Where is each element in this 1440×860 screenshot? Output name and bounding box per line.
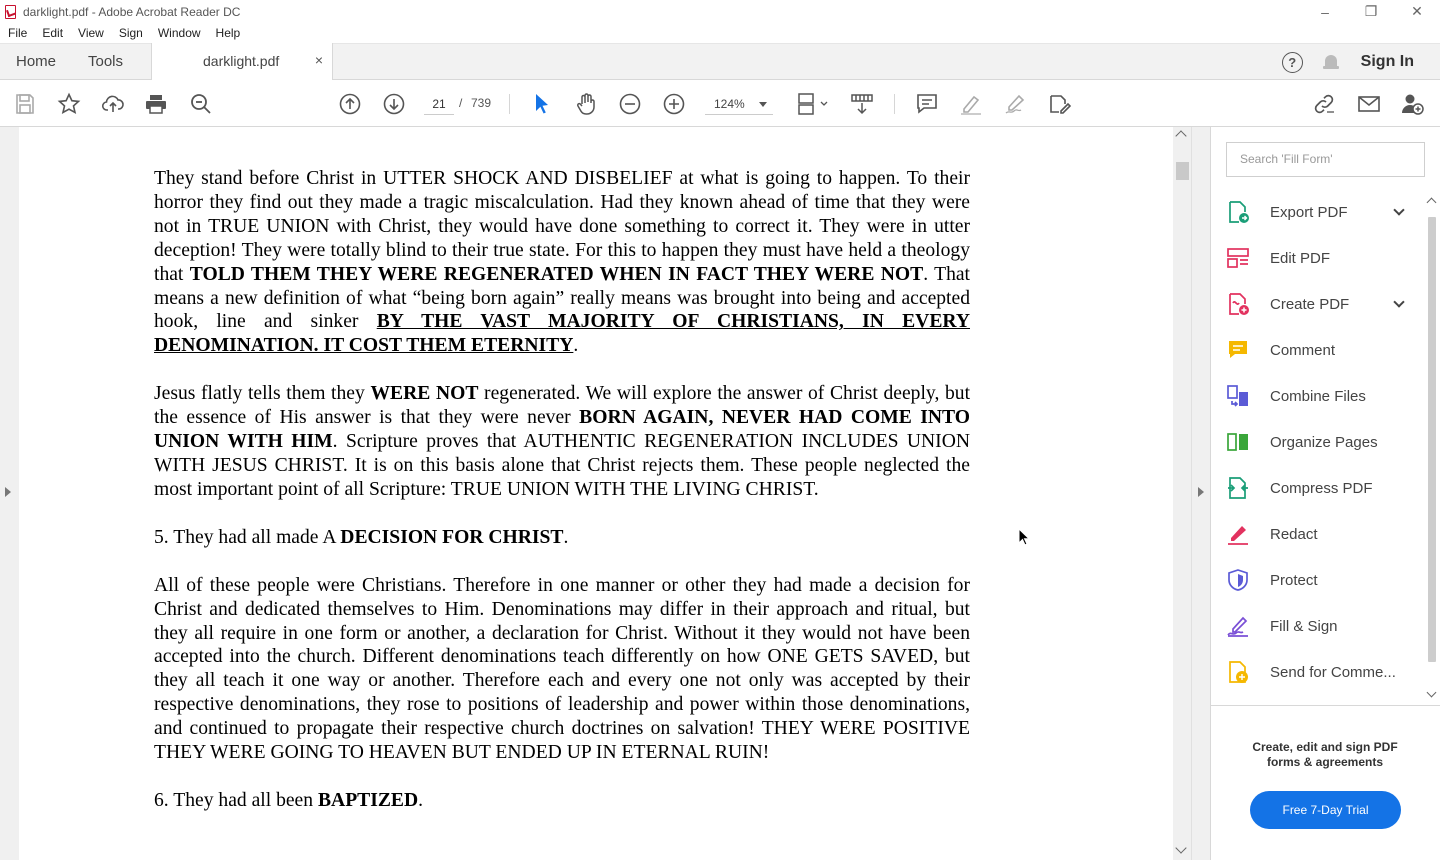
current-page-input[interactable]: 21 xyxy=(424,93,454,115)
tool-redact[interactable] xyxy=(1225,519,1415,549)
main-toolbar xyxy=(0,80,1440,127)
tools-pane-scrollbar[interactable] xyxy=(1424,187,1440,707)
tab-document-label: darklight.pdf xyxy=(203,53,280,69)
pdf-page xyxy=(19,127,1173,860)
tool-create-pdf[interactable] xyxy=(1225,289,1415,319)
restore-button[interactable]: ❐ xyxy=(1364,3,1378,19)
document-paragraph xyxy=(154,382,970,502)
zoom-in-icon[interactable] xyxy=(661,91,687,117)
scrollbar-thumb[interactable] xyxy=(1428,217,1436,662)
document-workspace xyxy=(0,127,1210,860)
total-pages: 739 xyxy=(471,96,492,110)
organize-pages-icon xyxy=(1225,429,1251,455)
document-text xyxy=(154,167,970,837)
chevron-down-icon xyxy=(759,102,767,107)
document-paragraph xyxy=(154,526,970,550)
paragraph-text: . xyxy=(563,526,569,548)
edit-share-icon[interactable] xyxy=(1046,91,1072,117)
tool-protect[interactable] xyxy=(1225,565,1415,595)
menu-file[interactable]: File xyxy=(8,26,28,40)
paragraph-text: 6. They had all been xyxy=(154,789,318,811)
emphasized-text: BY THE VAST MAJORITY OF CHRISTIANS, IN EVERY DENOMINATION. IT COST THEM ETERNITY xyxy=(154,311,970,357)
emphasized-text: BAPTIZED xyxy=(317,789,419,811)
tool-label: Comment xyxy=(1270,341,1336,359)
close-window-button[interactable]: ✕ xyxy=(1411,3,1423,19)
paragraph-text: They stand before Christ in UTTER SHOCK AND DISBELIEF at what is going to happen. To their horror they find out they made a tragic miscalculation. Had they known ahead of time that they were not in TRUE UNION with Christ, they would have done something to correct it. They were in utter deception! They were totally blind to their true state. For this to happen they must have held a theology that xyxy=(154,168,970,285)
document-paragraph xyxy=(154,789,970,813)
notification-bell-icon[interactable] xyxy=(1323,54,1339,71)
paragraph-text: . Scripture proves that AUTHENTIC REGENERATION INCLUDES UNION WITH JESUS CHRIST. It is on this basis alone that Christ rejects them. These people neglected the most important point of all Scripture: TRUE UNION WITH THE LIVING CHRIST. xyxy=(154,431,970,500)
tool-compress-pdf[interactable] xyxy=(1225,473,1415,503)
free-trial-button[interactable]: Free 7-Day Trial xyxy=(1250,791,1401,829)
scroll-down-icon[interactable] xyxy=(1175,842,1186,853)
tool-label: Redact xyxy=(1270,525,1318,543)
menu-help[interactable]: Help xyxy=(215,26,241,40)
export-pdf-icon xyxy=(1225,199,1251,225)
scrollbar-thumb[interactable] xyxy=(1176,162,1189,180)
paragraph-text: regenerated. We will explore the answer of Christ deeply, but the essence of His answer is that they were never xyxy=(154,383,971,429)
paragraph-text: . xyxy=(573,335,579,357)
comment-toolbar-icon[interactable] xyxy=(914,91,940,117)
paragraph-text: All of these people were Christians. Therefore in one manner or other they had made a decision for Christ and dedicated themselves to Him. Denominations may differ in their approach and ritual, but they all require in one form or another, a declaration for Christ. Without it they would not have been accepted into the church. Different denominations teach differently on how ONE GETS SAVED, but they all teach it one way or another. Therefore each and every one not only was accepted by their respective denominations, they rose to positions of leadership and power within those denominations, and continued to propagate their respective church doctrines on salvation! THEY WERE POSITIVE THEY WERE GOING TO HEAVEN BUT ENDED UP IN ETERNAL RUIN! xyxy=(154,574,970,764)
paragraph-text: 5. They had all made A xyxy=(154,526,341,548)
menu-view[interactable]: View xyxy=(78,26,104,40)
tab-document[interactable] xyxy=(151,43,333,80)
email-icon[interactable] xyxy=(1356,91,1382,117)
tools-pane xyxy=(1210,127,1440,860)
tools-search-input[interactable]: Search 'Fill Form' xyxy=(1226,142,1425,177)
create-pdf-icon xyxy=(1225,291,1251,317)
collapse-pane-icon xyxy=(1198,487,1204,497)
promo-text xyxy=(1231,740,1419,770)
tool-export-pdf[interactable] xyxy=(1225,197,1415,227)
tool-label: Fill & Sign xyxy=(1270,617,1338,635)
right-pane-toggle[interactable] xyxy=(1191,127,1210,860)
tool-label: Compress PDF xyxy=(1270,479,1373,497)
tool-organize-pages[interactable] xyxy=(1225,427,1415,457)
acrobat-app-icon xyxy=(5,5,16,19)
paragraph-text: Jesus flatly tells them they xyxy=(154,383,371,405)
tool-label: Organize Pages xyxy=(1270,433,1378,451)
fill-sign-icon xyxy=(1225,613,1251,639)
sign-in-button[interactable]: Sign In xyxy=(1360,53,1414,70)
redact-icon xyxy=(1225,521,1251,547)
add-user-icon[interactable] xyxy=(1399,91,1425,117)
tool-label: Export PDF xyxy=(1270,203,1348,221)
close-tab-icon[interactable]: × xyxy=(314,52,323,68)
bookmark-star-icon[interactable] xyxy=(56,91,82,117)
tab-tools[interactable]: Tools xyxy=(88,53,124,70)
zoom-search-icon[interactable] xyxy=(188,91,214,117)
emphasized-text: BORN AGAIN, NEVER HAD COME INTO UNION WITH HIM xyxy=(154,407,970,453)
title-bar xyxy=(0,0,1440,23)
tool-label: Combine Files xyxy=(1270,387,1366,405)
scroll-down-icon[interactable] xyxy=(1427,688,1437,698)
upload-cloud-icon[interactable] xyxy=(100,91,126,117)
minimize-button[interactable]: – xyxy=(1321,3,1329,20)
tool-send-for-comment[interactable] xyxy=(1225,657,1415,687)
tool-fill-sign[interactable] xyxy=(1225,611,1415,641)
window-controls xyxy=(1302,0,1440,23)
highlight-pen-icon[interactable] xyxy=(958,91,984,117)
send-for-comment-icon xyxy=(1225,659,1251,685)
tool-comment[interactable] xyxy=(1225,335,1415,365)
hand-tool-icon[interactable] xyxy=(573,91,599,117)
emphasized-text: WERE NOT xyxy=(370,383,479,405)
document-paragraph xyxy=(154,574,970,765)
toolbar-divider xyxy=(509,94,510,114)
scroll-up-icon[interactable] xyxy=(1175,130,1186,141)
left-pane-expand-icon[interactable] xyxy=(5,487,11,497)
toolbar-divider xyxy=(894,94,895,114)
header-actions xyxy=(1282,44,1440,80)
promo-line-2: forms & agreements xyxy=(1266,755,1384,769)
menu-window[interactable]: Window xyxy=(157,26,201,40)
chevron-down-icon[interactable] xyxy=(1393,296,1404,307)
tool-label: Protect xyxy=(1270,571,1318,589)
tab-home[interactable]: Home xyxy=(16,53,57,70)
tab-bar xyxy=(0,43,1440,80)
tool-edit-pdf[interactable] xyxy=(1225,243,1415,273)
tool-label: Create PDF xyxy=(1270,295,1350,313)
menu-bar xyxy=(0,23,1440,43)
share-link-icon[interactable] xyxy=(1311,91,1337,117)
emphasized-text: TOLD THEM THEY WERE REGENERATED WHEN IN FACT THEY WERE NOT xyxy=(189,263,924,285)
previous-page-icon[interactable] xyxy=(337,91,363,117)
emphasized-text: DECISION FOR CHRIST xyxy=(340,526,564,548)
document-paragraph xyxy=(154,167,970,358)
save-icon[interactable] xyxy=(12,91,38,117)
zoom-level-select[interactable] xyxy=(705,93,773,115)
protect-icon xyxy=(1225,567,1251,593)
help-icon[interactable]: ? xyxy=(1282,52,1303,73)
window-title: darklight.pdf - Adobe Acrobat Reader DC xyxy=(23,4,241,19)
next-page-icon[interactable] xyxy=(381,91,407,117)
compress-pdf-icon xyxy=(1225,475,1251,501)
menu-sign[interactable]: Sign xyxy=(118,26,143,40)
comment-icon xyxy=(1225,337,1251,363)
select-cursor-icon[interactable] xyxy=(529,91,555,117)
tool-combine-files[interactable] xyxy=(1225,381,1415,411)
zoom-out-icon[interactable] xyxy=(617,91,643,117)
document-scrollbar[interactable] xyxy=(1173,127,1191,860)
edit-pdf-icon xyxy=(1225,245,1251,271)
scroll-up-icon[interactable] xyxy=(1427,198,1437,208)
mouse-pointer-icon xyxy=(1018,528,1030,546)
tool-label: Edit PDF xyxy=(1270,249,1331,267)
promo-line-1: Create, edit and sign PDF xyxy=(1252,740,1398,754)
print-icon[interactable] xyxy=(143,91,169,117)
paragraph-text: . xyxy=(418,789,424,811)
tool-label: Send for Comme... xyxy=(1270,663,1396,681)
sign-pen-icon[interactable] xyxy=(1002,91,1028,117)
scrolling-mode-icon[interactable] xyxy=(849,91,875,117)
zoom-level-value: 124% xyxy=(714,97,745,111)
chevron-down-icon[interactable] xyxy=(1393,204,1404,215)
pane-divider xyxy=(1211,705,1440,706)
paragraph-text: . That means a new definition of what “being born again” really means was brought into being and accepted hook, line and sinker xyxy=(154,263,971,333)
page-display-icon[interactable] xyxy=(796,91,830,117)
menu-edit[interactable]: Edit xyxy=(42,26,64,40)
page-separator: / xyxy=(459,96,463,110)
combine-files-icon xyxy=(1225,383,1251,409)
